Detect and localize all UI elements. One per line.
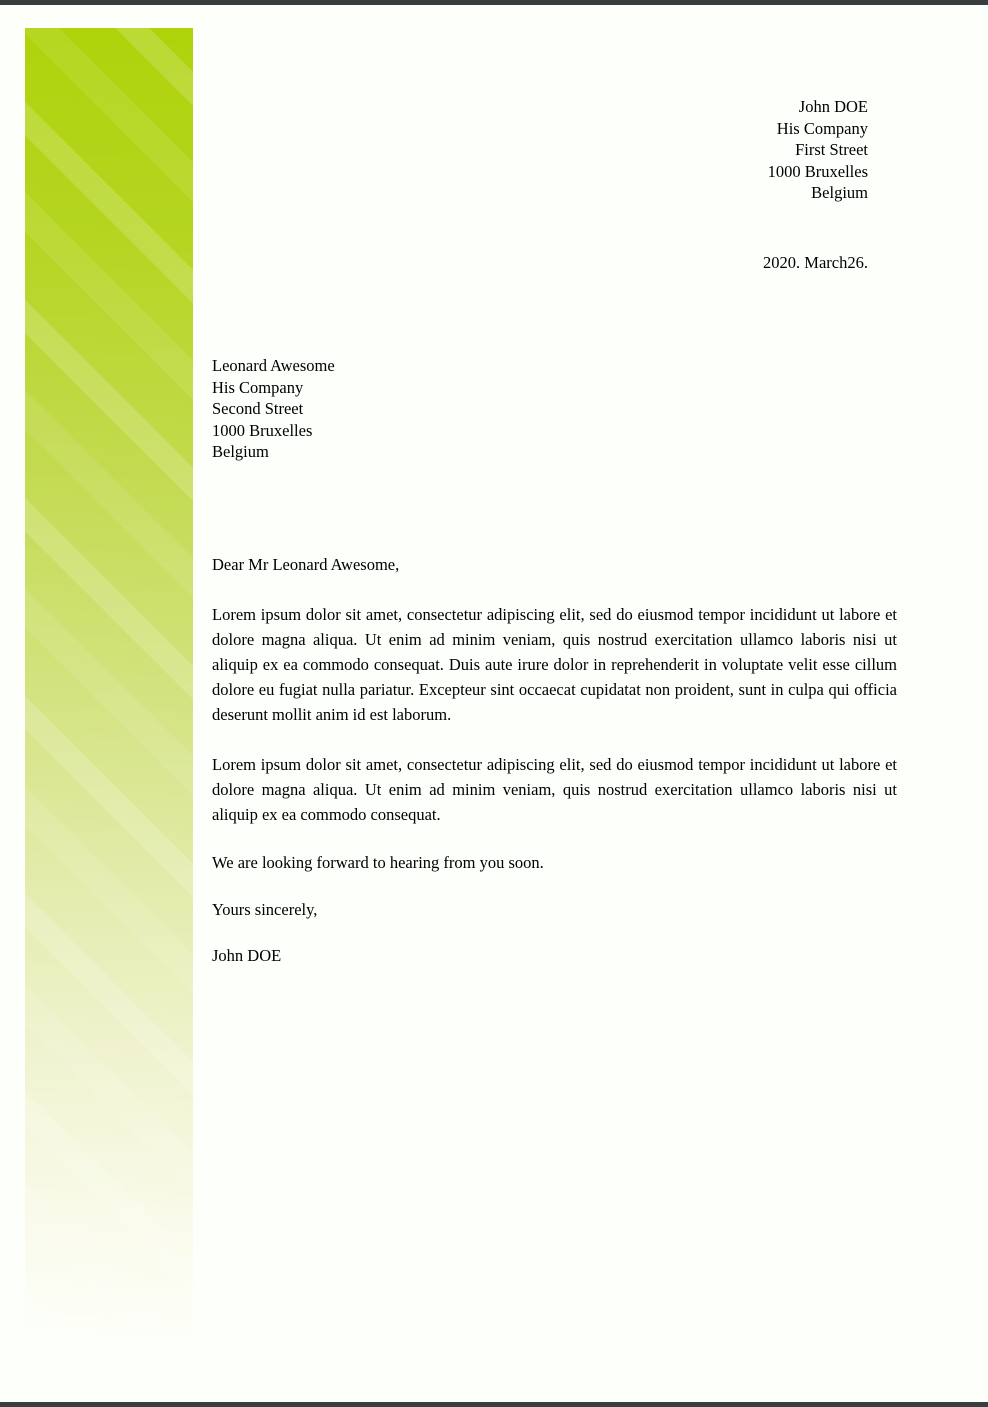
body-paragraph-1: Lorem ipsum dolor sit amet, consectetur adipiscing elit, sed do eiusmod tempor incididunt ut labore et dolore magna aliqua. Ut enim ad minim veniam, quis nostrud exercitation ullamco laboris nisi ut aliquip ex ea commodo consequat. Duis aute irure dolor in reprehenderit in voluptate velit esse cillum dolore eu fugiat nulla pariatur. Excepteur sint occaecat cupidatat non proident, sunt in culpa qui officia deserunt mollit anim id est laborum. (212, 605, 897, 724)
sender-name: John DOE (798, 97, 868, 116)
letter-body (212, 552, 897, 968)
signature-name: John DOE (212, 946, 282, 965)
salutation: Dear Mr Leonard Awesome, (212, 555, 400, 574)
sender-country: Belgium (811, 183, 868, 202)
recipient-name: Leonard Awesome (212, 356, 335, 375)
sender-address-block (768, 96, 868, 204)
sign-off: Yours sincerely, (212, 900, 318, 919)
letter-date: 2020. March26. (763, 253, 868, 272)
sender-city: 1000 Bruxelles (767, 161, 868, 181)
closing-line: We are looking forward to hearing from you soon. (212, 853, 544, 872)
page-bottom-border (0, 1402, 988, 1407)
page-top-border (0, 0, 988, 5)
recipient-country: Belgium (212, 442, 269, 461)
body-paragraph-2: Lorem ipsum dolor sit amet, consectetur adipiscing elit, sed do eiusmod tempor incididunt ut labore et dolore magna aliqua. Ut enim ad minim veniam, quis nostrud exercitation ullamco laboris nisi ut aliquip ex ea commodo consequat. (212, 755, 897, 824)
recipient-city: 1000 Bruxelles (212, 420, 313, 440)
green-gradient-sidebar (25, 28, 193, 1380)
sender-street: First Street (795, 140, 868, 159)
sender-company: His Company (776, 118, 868, 138)
recipient-address-block (212, 355, 335, 463)
recipient-company: His Company (212, 377, 304, 397)
recipient-street: Second Street (212, 399, 304, 418)
